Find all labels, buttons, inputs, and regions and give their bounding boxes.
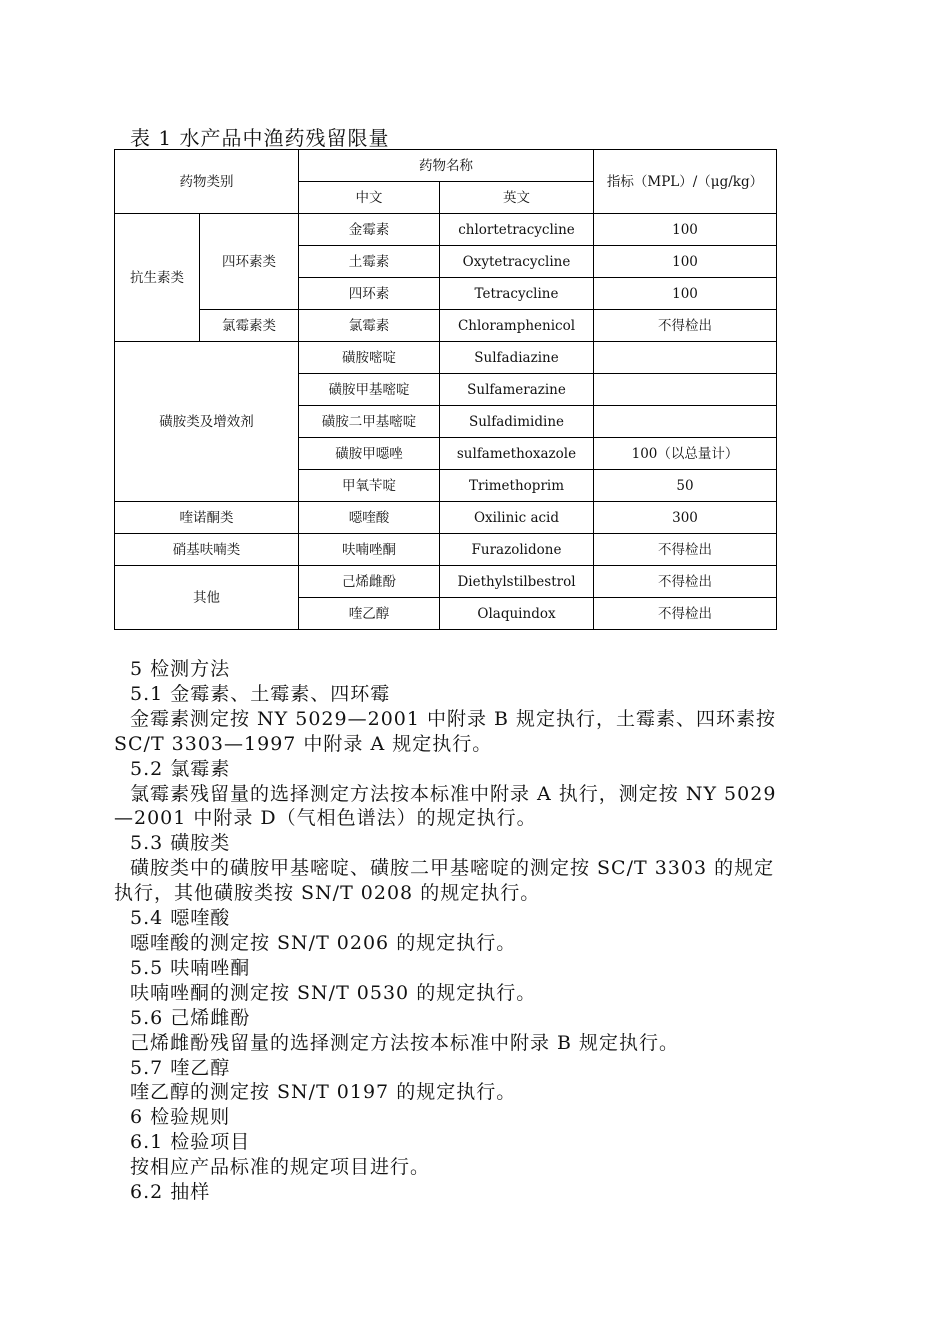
cell-mpl: 100	[594, 214, 777, 246]
group-nitrofurans: 硝基呋喃类	[115, 534, 299, 566]
group-others: 其他	[115, 566, 299, 630]
cell-mpl: 不得检出	[594, 534, 777, 566]
cell-cn: 四环素	[299, 278, 440, 310]
cell-en: Chloramphenicol	[440, 310, 594, 342]
cell-mpl: 100	[594, 246, 777, 278]
cell-mpl: 300	[594, 502, 777, 534]
cell-en: Furazolidone	[440, 534, 594, 566]
paragraph: 喹乙醇的测定按 SN/T 0197 的规定执行。	[130, 1081, 517, 1104]
cell-en: Trimethoprim	[440, 470, 594, 502]
cell-mpl: 100（以总量计）	[594, 438, 777, 470]
group-antibiotics: 抗生素类	[115, 214, 200, 342]
cell-en: Sulfadiazine	[440, 342, 594, 374]
cell-cn: 土霉素	[299, 246, 440, 278]
paragraph-continuation: —2001 中附录 D（气相色谱法）的规定执行。	[114, 807, 537, 830]
header-drug-name: 药物名称	[299, 150, 594, 182]
paragraph-continuation: SC/T 3303—1997 中附录 A 规定执行。	[114, 732, 493, 755]
section-heading: 6 检验规则	[130, 1106, 231, 1129]
cell-cn: 磺胺二甲基嘧啶	[299, 406, 440, 438]
section-heading: 5.4 噁喹酸	[130, 907, 231, 930]
group-sulfonamides: 磺胺类及增效剂	[115, 342, 299, 502]
cell-en: Diethylstilbestrol	[440, 566, 594, 598]
section-heading: 5.5 呋喃唑酮	[130, 956, 251, 979]
paragraph: 呋喃唑酮的测定按 SN/T 0530 的规定执行。	[130, 981, 537, 1004]
cell-cn: 金霉素	[299, 214, 440, 246]
cell-mpl: 不得检出	[594, 566, 777, 598]
cell-mpl: 50	[594, 470, 777, 502]
cell-mpl: 100	[594, 278, 777, 310]
paragraph: 按相应产品标准的规定项目进行。	[130, 1156, 431, 1179]
body-text	[114, 657, 834, 1205]
table-caption: 表 1 水产品中渔药残留限量	[130, 126, 390, 150]
cell-en: chlortetracycline	[440, 214, 594, 246]
paragraph: 磺胺类中的磺胺甲基嘧啶、磺胺二甲基嘧啶的测定按 SC/T 3303 的规定	[130, 857, 775, 880]
paragraph: 噁喹酸的测定按 SN/T 0206 的规定执行。	[130, 931, 517, 954]
paragraph: 己烯雌酚残留量的选择测定方法按本标准中附录 B 规定执行。	[130, 1031, 680, 1054]
cell-cn: 己烯雌酚	[299, 566, 440, 598]
section-heading: 5 检测方法	[130, 658, 231, 680]
section-heading: 5.1 金霉素、土霉素、四环霉	[130, 682, 391, 705]
cell-en: Tetracycline	[440, 278, 594, 310]
group-quinolones: 喹诺酮类	[115, 502, 299, 534]
cell-cn: 呋喃唑酮	[299, 534, 440, 566]
cell-mpl	[594, 374, 777, 406]
cell-cn: 磺胺甲噁唑	[299, 438, 440, 470]
cell-cn: 甲氧苄啶	[299, 470, 440, 502]
header-category: 药物类别	[115, 150, 299, 214]
cell-cn: 噁喹酸	[299, 502, 440, 534]
section-heading: 5.7 喹乙醇	[130, 1056, 231, 1079]
section-heading: 5.3 磺胺类	[130, 832, 231, 855]
cell-mpl: 不得检出	[594, 598, 777, 630]
subgroup-chloramphenicols: 氯霉素类	[200, 310, 299, 342]
cell-en: sulfamethoxazole	[440, 438, 594, 470]
cell-en: Oxytetracycline	[440, 246, 594, 278]
header-index: 指标（MPL）/（μg/kg）	[594, 150, 777, 214]
cell-cn: 喹乙醇	[299, 598, 440, 630]
cell-en: Oxilinic acid	[440, 502, 594, 534]
cell-en: Sulfamerazine	[440, 374, 594, 406]
cell-cn: 磺胺嘧啶	[299, 342, 440, 374]
cell-mpl	[594, 342, 777, 374]
section-heading: 6.1 检验项目	[130, 1131, 251, 1154]
cell-mpl: 不得检出	[594, 310, 777, 342]
cell-en: Sulfadimidine	[440, 406, 594, 438]
cell-en: Olaquindox	[440, 598, 594, 630]
paragraph: 氯霉素残留量的选择测定方法按本标准中附录 A 执行，测定按 NY 5029	[130, 782, 777, 805]
cell-mpl	[594, 406, 777, 438]
section-heading: 6.2 抽样	[130, 1181, 211, 1204]
header-chinese: 中文	[299, 182, 440, 214]
drug-residue-table	[114, 149, 777, 630]
header-english: 英文	[440, 182, 594, 214]
section-heading: 5.2 氯霉素	[130, 757, 231, 780]
cell-cn: 磺胺甲基嘧啶	[299, 374, 440, 406]
section-heading: 5.6 己烯雌酚	[130, 1006, 251, 1029]
subgroup-tetracyclines: 四环素类	[200, 214, 299, 310]
cell-cn: 氯霉素	[299, 310, 440, 342]
paragraph: 金霉素测定按 NY 5029—2001 中附录 B 规定执行，土霉素、四环素按	[130, 707, 777, 730]
paragraph-continuation: 执行，其他磺胺类按 SN/T 0208 的规定执行。	[114, 882, 541, 905]
